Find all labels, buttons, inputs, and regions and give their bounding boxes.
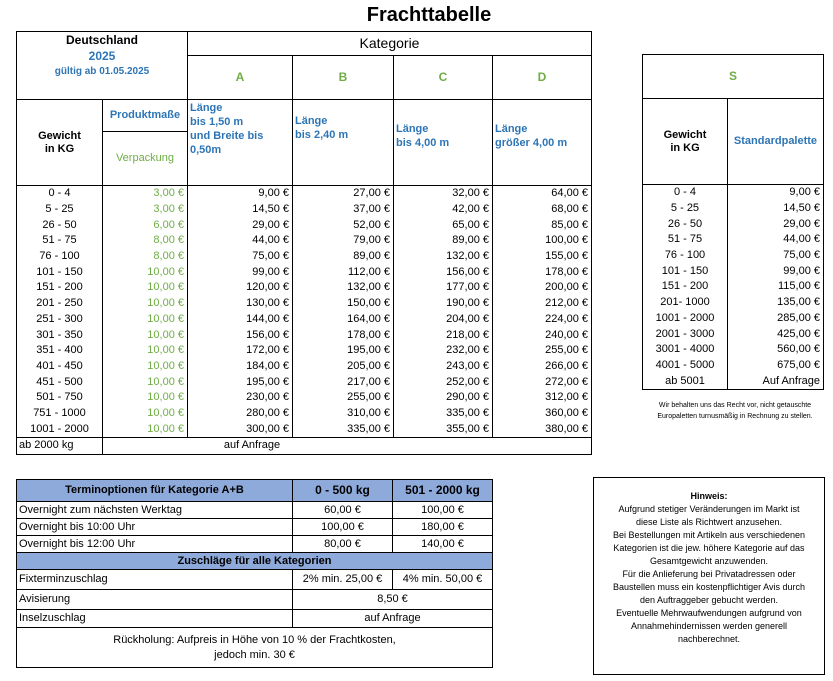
side-weight-cell: 76 - 100	[643, 248, 728, 264]
weight-cell: 0 - 4	[17, 186, 103, 202]
table-row	[643, 279, 824, 295]
table-row	[643, 201, 824, 217]
side-price-cell: 44,00 €	[728, 232, 824, 248]
table-row	[17, 312, 592, 328]
table-row	[17, 186, 592, 202]
price-cell: 29,00 €	[188, 217, 293, 233]
price-cell: 290,00 €	[394, 390, 493, 406]
side-price-cell: 675,00 €	[728, 358, 824, 374]
price-cell: 230,00 €	[188, 390, 293, 406]
country-label: Deutschland	[65, 33, 138, 47]
price-cell: 27,00 €	[293, 186, 394, 202]
freight-table	[16, 31, 592, 455]
side-price-cell: Auf Anfrage	[728, 373, 824, 389]
side-price-cell: 9,00 €	[728, 185, 824, 201]
table-row	[17, 390, 592, 406]
price-cell: 184,00 €	[188, 359, 293, 375]
price-cell: 232,00 €	[394, 343, 493, 359]
packaging-cell: 10,00 €	[103, 264, 188, 280]
weight-header	[17, 100, 103, 186]
weight-cell: 401 - 450	[17, 359, 103, 375]
packaging-cell: 10,00 €	[103, 390, 188, 406]
side-price-cell: 99,00 €	[728, 263, 824, 279]
option-price: 180,00 €	[393, 519, 493, 536]
table-row	[643, 263, 824, 279]
valid-label: gültig ab 01.05.2025	[54, 66, 150, 77]
side-weight-unit: in KG	[670, 141, 700, 154]
price-cell: 177,00 €	[394, 280, 493, 296]
side-weight-header	[643, 99, 728, 185]
table-row	[17, 296, 592, 312]
price-cell: 335,00 €	[293, 421, 394, 437]
rueckholung-text: Rückholung: Aufpreis in Höhe von 10 % der Frachtkosten, jedoch min. 30 €	[17, 628, 493, 668]
weight-cell: 451 - 500	[17, 374, 103, 390]
weight-cell: 1001 - 2000	[17, 421, 103, 437]
side-price-cell: 115,00 €	[728, 279, 824, 295]
table-row	[17, 343, 592, 359]
option-price: 80,00 €	[293, 536, 393, 553]
desc-d: Länge größer 4,00 m	[493, 100, 592, 186]
price-cell: 200,00 €	[493, 280, 592, 296]
side-weight-cell: 26 - 50	[643, 216, 728, 232]
price-cell: 44,00 €	[188, 233, 293, 249]
packaging-cell: 3,00 €	[103, 186, 188, 202]
table-row	[17, 536, 493, 553]
price-cell: 204,00 €	[394, 312, 493, 328]
price-cell: 310,00 €	[293, 406, 394, 422]
header-validity	[17, 32, 188, 100]
price-cell: 120,00 €	[188, 280, 293, 296]
price-cell: 212,00 €	[493, 296, 592, 312]
packaging-cell: 8,00 €	[103, 233, 188, 249]
price-cell: 335,00 €	[394, 406, 493, 422]
options-col1: 0 - 500 kg	[293, 480, 393, 502]
table-row	[643, 311, 824, 327]
price-cell: 112,00 €	[293, 264, 394, 280]
price-cell: 156,00 €	[188, 327, 293, 343]
weight-cell: 5 - 25	[17, 202, 103, 218]
price-cell: 156,00 €	[394, 264, 493, 280]
table-row	[17, 280, 592, 296]
weight-unit: in KG	[44, 142, 75, 155]
options-table	[16, 479, 493, 668]
table-row	[643, 342, 824, 358]
weight-cell: 201 - 250	[17, 296, 103, 312]
table-row	[643, 373, 824, 389]
insel-label: Inselzuschlag	[17, 610, 293, 628]
table-row	[17, 359, 592, 375]
option-label: Overnight zum nächsten Werktag	[17, 502, 293, 519]
cat-d: D	[493, 56, 592, 100]
weight-cell: 501 - 750	[17, 390, 103, 406]
price-cell: 79,00 €	[293, 233, 394, 249]
packaging-cell: 10,00 €	[103, 343, 188, 359]
price-cell: 272,00 €	[493, 374, 592, 390]
price-cell: 132,00 €	[394, 249, 493, 265]
side-weight-cell: 1001 - 2000	[643, 311, 728, 327]
weight-cell: 76 - 100	[17, 249, 103, 265]
price-cell: 312,00 €	[493, 390, 592, 406]
option-price: 100,00 €	[293, 519, 393, 536]
weight-cell: 101 - 150	[17, 264, 103, 280]
option-label: Overnight bis 12:00 Uhr	[17, 536, 293, 553]
desc-c: Länge bis 4,00 m	[394, 100, 493, 186]
price-cell: 75,00 €	[188, 249, 293, 265]
price-cell: 172,00 €	[188, 343, 293, 359]
price-cell: 360,00 €	[493, 406, 592, 422]
avis-label: Avisierung	[17, 590, 293, 610]
side-weight-cell: 2001 - 3000	[643, 326, 728, 342]
packaging-cell: 10,00 €	[103, 327, 188, 343]
hint-box	[593, 477, 825, 675]
table-row	[643, 185, 824, 201]
price-cell: 205,00 €	[293, 359, 394, 375]
price-cell: 32,00 €	[394, 186, 493, 202]
side-weight-cell: 151 - 200	[643, 279, 728, 295]
table-row	[17, 233, 592, 249]
fix-value-2: 4% min. 50,00 €	[393, 570, 493, 590]
price-cell: 150,00 €	[293, 296, 394, 312]
option-price: 60,00 €	[293, 502, 393, 519]
last-row-weight: ab 2000 kg	[17, 438, 103, 455]
price-cell: 64,00 €	[493, 186, 592, 202]
cat-c: C	[394, 56, 493, 100]
table-row	[643, 295, 824, 311]
price-cell: 355,00 €	[394, 421, 493, 437]
side-pallet-label: Standardpalette	[728, 99, 824, 185]
side-price-cell: 285,00 €	[728, 311, 824, 327]
cat-a: A	[188, 56, 293, 100]
pallet-table	[642, 54, 824, 390]
weight-cell: 301 - 350	[17, 327, 103, 343]
packaging-cell: 3,00 €	[103, 202, 188, 218]
table-row	[17, 406, 592, 422]
price-cell: 130,00 €	[188, 296, 293, 312]
price-cell: 42,00 €	[394, 202, 493, 218]
weight-cell: 751 - 1000	[17, 406, 103, 422]
price-cell: 164,00 €	[293, 312, 394, 328]
packaging-cell: 8,00 €	[103, 249, 188, 265]
year-label: 2025	[88, 49, 116, 63]
side-weight-cell: 0 - 4	[643, 185, 728, 201]
side-price-cell: 560,00 €	[728, 342, 824, 358]
hint-title: Hinweis:	[690, 491, 728, 501]
side-weight-cell: ab 5001	[643, 373, 728, 389]
side-price-cell: 135,00 €	[728, 295, 824, 311]
price-cell: 89,00 €	[394, 233, 493, 249]
price-cell: 217,00 €	[293, 374, 394, 390]
weight-cell: 51 - 75	[17, 233, 103, 249]
table-row	[643, 216, 824, 232]
price-cell: 195,00 €	[293, 343, 394, 359]
packaging-cell: 10,00 €	[103, 312, 188, 328]
side-weight-cell: 5 - 25	[643, 201, 728, 217]
price-cell: 68,00 €	[493, 202, 592, 218]
weight-cell: 26 - 50	[17, 217, 103, 233]
price-cell: 255,00 €	[493, 343, 592, 359]
price-cell: 252,00 €	[394, 374, 493, 390]
price-cell: 144,00 €	[188, 312, 293, 328]
price-cell: 99,00 €	[188, 264, 293, 280]
option-price: 140,00 €	[393, 536, 493, 553]
packaging-cell: 10,00 €	[103, 296, 188, 312]
packaging-cell: 10,00 €	[103, 421, 188, 437]
price-cell: 280,00 €	[188, 406, 293, 422]
fix-value-1: 2% min. 25,00 €	[293, 570, 393, 590]
price-cell: 266,00 €	[493, 359, 592, 375]
desc-a: Länge bis 1,50 m und Breite bis 0,50m	[188, 100, 293, 186]
table-row	[17, 519, 493, 536]
table-row	[643, 358, 824, 374]
weight-cell: 251 - 300	[17, 312, 103, 328]
packaging-cell: 10,00 €	[103, 280, 188, 296]
side-weight-cell: 101 - 150	[643, 263, 728, 279]
verpackung-label: Verpackung	[115, 152, 175, 164]
table-row	[17, 421, 592, 437]
side-price-cell: 29,00 €	[728, 216, 824, 232]
pallet-note: Wir behalten uns das Recht vor, nicht getauschte Europaletten turnusmäßig in Rechnung zu stellen.	[657, 402, 813, 420]
cat-b: B	[293, 56, 394, 100]
price-cell: 380,00 €	[493, 421, 592, 437]
option-price: 100,00 €	[393, 502, 493, 519]
price-cell: 100,00 €	[493, 233, 592, 249]
price-cell: 9,00 €	[188, 186, 293, 202]
cat-s: S	[643, 55, 824, 99]
options-col2: 501 - 2000 kg	[393, 480, 493, 502]
hint-text: Aufgrund stetiger Veränderungen im Markt ist diese Liste als Richtwert anzusehen. Bei Bestellungen mit Artikeln aus verschiedenen Kategorien ist die jew. höhere Kategorie auf das Gesamtgewicht anzuwenden. Für die Anlieferung bei Privatadressen oder Baustellen muss ein kostenpflichtiger Avis durch den Auftraggeber gebucht werden. Eventuelle Mehrwaufwendungen aufgrund von Annahmehindernissen werden generell nachberechnet.	[612, 504, 806, 644]
price-cell: 240,00 €	[493, 327, 592, 343]
price-cell: 132,00 €	[293, 280, 394, 296]
price-cell: 243,00 €	[394, 359, 493, 375]
price-cell: 85,00 €	[493, 217, 592, 233]
weight-cell: 351 - 400	[17, 343, 103, 359]
table-row	[17, 374, 592, 390]
price-cell: 65,00 €	[394, 217, 493, 233]
last-row-value: auf Anfrage	[103, 438, 592, 455]
price-cell: 155,00 €	[493, 249, 592, 265]
weight-cell: 151 - 200	[17, 280, 103, 296]
avis-value: 8,50 €	[293, 590, 493, 610]
insel-value: auf Anfrage	[293, 610, 493, 628]
price-cell: 52,00 €	[293, 217, 394, 233]
fix-label: Fixterminzuschlag	[17, 570, 293, 590]
table-row	[17, 264, 592, 280]
side-price-cell: 14,50 €	[728, 201, 824, 217]
side-weight-cell: 51 - 75	[643, 232, 728, 248]
table-row	[17, 217, 592, 233]
table-row	[643, 232, 824, 248]
price-cell: 14,50 €	[188, 202, 293, 218]
price-cell: 37,00 €	[293, 202, 394, 218]
packaging-cell: 10,00 €	[103, 359, 188, 375]
side-weight-cell: 3001 - 4000	[643, 342, 728, 358]
desc-b: Länge bis 2,40 m	[293, 100, 394, 186]
price-cell: 190,00 €	[394, 296, 493, 312]
kategorie-header: Kategorie	[188, 32, 592, 56]
produktmasse-label: Produktmaße	[103, 100, 187, 132]
table-row	[643, 326, 824, 342]
side-price-cell: 425,00 €	[728, 326, 824, 342]
packaging-cell: 10,00 €	[103, 374, 188, 390]
price-cell: 195,00 €	[188, 374, 293, 390]
packaging-cell: 10,00 €	[103, 406, 188, 422]
price-cell: 89,00 €	[293, 249, 394, 265]
price-cell: 224,00 €	[493, 312, 592, 328]
table-row	[17, 327, 592, 343]
surcharge-header: Zuschläge für alle Kategorien	[17, 553, 493, 570]
side-price-cell: 75,00 €	[728, 248, 824, 264]
packaging-cell: 6,00 €	[103, 217, 188, 233]
page-title: Frachttabelle	[366, 4, 492, 26]
table-row	[17, 202, 592, 218]
price-cell: 218,00 €	[394, 327, 493, 343]
table-row	[17, 249, 592, 265]
side-weight-cell: 4001 - 5000	[643, 358, 728, 374]
price-cell: 255,00 €	[293, 390, 394, 406]
option-label: Overnight bis 10:00 Uhr	[17, 519, 293, 536]
table-row	[643, 248, 824, 264]
options-header: Terminoptionen für Kategorie A+B	[17, 480, 293, 502]
price-cell: 178,00 €	[293, 327, 394, 343]
product-header	[103, 100, 188, 186]
side-weight-label: Gewicht	[663, 128, 707, 141]
side-weight-cell: 201- 1000	[643, 295, 728, 311]
table-row	[17, 502, 493, 519]
weight-label: Gewicht	[38, 129, 81, 142]
price-cell: 300,00 €	[188, 421, 293, 437]
price-cell: 178,00 €	[493, 264, 592, 280]
